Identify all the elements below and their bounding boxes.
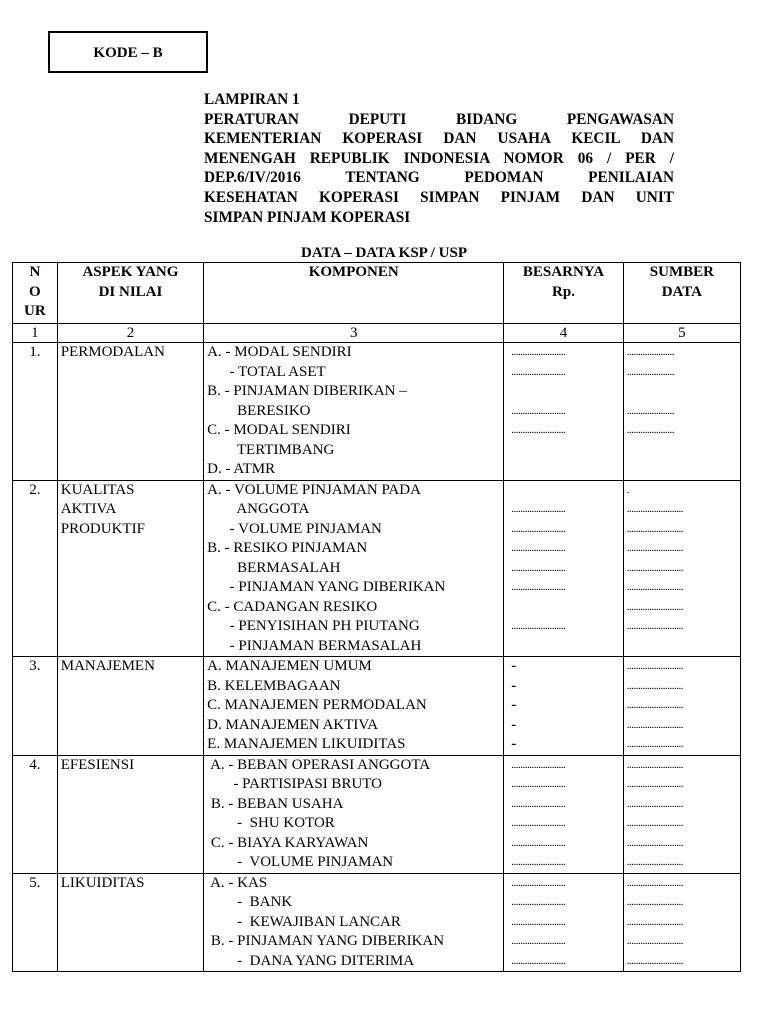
komponen-line: B. - RESIKO PINJAMAN [207,540,368,556]
sumber-entry: ......................... [626,699,683,711]
row-aspek: PERMODALAN [57,343,203,481]
komponen-line: - DANA YANG DITERIMA [207,952,415,969]
besarnya-entry: ........................ [511,935,566,947]
sumber-entry: . [626,483,629,496]
col-number: 1 [13,324,58,343]
komponen-line: D. MANAJEMEN AKTIVA [207,716,379,733]
komponen-line: ANGGOTA [207,501,310,517]
row-sumber [623,873,740,972]
row-sumber [623,755,740,873]
sumber-entry: ......................... [626,758,683,771]
komponen-line: B. - PINJAMAN DIBERIKAN – [207,383,407,399]
kode-box: KODE – B [48,31,208,73]
header-row [13,263,741,324]
sumber-entry: ......................... [626,561,683,574]
komponen-line: E. MANAJEMEN LIKUIDITAS [207,736,406,752]
row-komponen [204,343,504,481]
besarnya-entry: ........................ [511,522,566,535]
sumber-entry: ......................... [626,679,683,692]
komponen-line: - TOTAL ASET [207,363,326,380]
besarnya-entry: ........................ [511,503,566,515]
row-aspek: LIKUIDITAS [57,873,203,972]
besarnya-entry: ........................ [511,896,566,908]
besarnya-entry: ........................ [511,954,566,967]
sumber-entry: ......................... [626,915,683,928]
table-body [13,343,741,972]
sumber-entry: ......................... [626,876,683,889]
besarnya-entry: ........................ [511,758,566,771]
besarnya-entry [507,481,619,501]
sumber-entry: ......................... [626,738,683,750]
header-aspek: ASPEK YANG DI NILAI [57,263,203,324]
besarnya-entry: - [511,697,516,713]
row-besarnya [504,755,623,873]
lampiran-line: KESEHATAN KOPERASI SIMPAN PINJAM DAN UNIT [204,188,674,206]
lampiran-line: PERATURAN DEPUTI BIDANG PENGAWASAN [204,110,674,128]
col-number: 5 [623,324,740,343]
lampiran-line: DEP.6/IV/2016 TENTANG PEDOMAN PENILAIAN [204,169,674,187]
data-table [12,262,741,972]
table-row [13,657,741,756]
row-sumber [623,343,740,481]
komponen-line: A. - BEBAN OPERASI ANGGOTA [207,756,431,773]
besarnya-entry [507,637,619,657]
row-sumber [623,480,740,657]
header-besarnya: BESARNYA Rp. [504,263,623,324]
col-number: 4 [504,324,623,343]
sumber-entry [627,637,737,657]
sumber-entry [627,382,737,402]
besarnya-entry [507,598,619,618]
row-komponen [204,755,504,873]
besarnya-entry: - [511,736,516,752]
komponen-line: C. MANAJEMEN PERMODALAN [207,697,427,713]
lampiran-line: SIMPAN PINJAM KOPERASI [204,208,411,226]
row-number: 5. [13,873,58,972]
lampiran-line: MENENGAH REPUBLIK INDONESIA NOMOR 06 / PER / [204,149,674,167]
table-row [13,755,741,873]
besarnya-entry: ........................ [511,346,566,358]
lampiran-line: KEMENTERIAN KOPERASI DAN USAHA KECIL DAN [204,130,674,148]
sumber-entry: ......................... [626,935,683,947]
header-no: N O UR [13,263,58,324]
besarnya-entry: ........................ [511,817,566,829]
komponen-line: - VOLUME PINJAMAN [207,854,394,870]
besarnya-entry: ........................ [511,404,566,417]
besarnya-entry: ........................ [511,856,566,868]
komponen-line: - BANK [207,894,293,910]
komponen-line: - PENYISIHAN PH PIUTANG [207,618,420,634]
komponen-line: - SHU KOTOR [207,815,335,831]
row-number: 4. [13,755,58,873]
col-number: 2 [57,324,203,343]
komponen-line: - KEWAJIBAN LANCAR [207,913,401,930]
komponen-line: - PARTISIPASI BRUTO [207,776,382,792]
komponen-line: - PINJAMAN YANG DIBERIKAN [207,579,446,595]
besarnya-entry: ........................ [511,620,566,632]
komponen-line: C. - BIAYA KARYAWAN [207,834,369,851]
sumber-entry: ..................... [626,346,674,358]
besarnya-entry: - [511,658,516,674]
besarnya-entry: ........................ [511,581,566,593]
table-row [13,343,741,481]
besarnya-entry: ........................ [511,876,566,889]
sumber-entry: ......................... [626,797,683,810]
komponen-line: A. - VOLUME PINJAMAN PADA [207,481,421,498]
row-number: 1. [13,343,58,481]
row-besarnya [504,657,623,756]
besarnya-entry [507,460,619,480]
row-aspek: EFESIENSI [57,755,203,873]
sumber-entry: ......................... [626,817,683,829]
table-row [13,480,741,657]
sumber-entry: ..................... [626,424,674,436]
table-row [13,873,741,972]
row-aspek: KUALITAS AKTIVA PRODUKTIF [57,480,203,657]
column-number-row [13,324,741,343]
komponen-line: B. - BEBAN USAHA [207,795,344,812]
sumber-entry: ..................... [626,365,674,378]
komponen-line: A. - MODAL SENDIRI [207,344,352,360]
komponen-line: A. - KAS [207,874,268,891]
sumber-entry: ......................... [626,954,683,967]
row-komponen [204,480,504,657]
row-besarnya [504,873,623,972]
row-number: 2. [13,480,58,657]
besarnya-entry: ........................ [511,778,566,790]
col-number: 3 [204,324,504,343]
besarnya-entry: - [511,716,516,733]
besarnya-entry: - [511,677,516,694]
header-sumber: SUMBER DATA [623,263,740,324]
sumber-entry: ......................... [626,620,683,632]
sumber-entry: ......................... [626,856,683,868]
sumber-entry: ......................... [626,503,683,515]
komponen-line: C. - MODAL SENDIRI [207,422,351,438]
komponen-line: - VOLUME PINJAMAN [207,520,382,537]
besarnya-entry: ........................ [511,424,566,436]
sumber-entry: ......................... [626,660,683,672]
row-komponen [204,657,504,756]
row-besarnya [504,480,623,657]
row-aspek: MANAJEMEN [57,657,203,756]
besarnya-entry: ........................ [511,542,566,554]
sumber-entry [627,460,737,480]
row-sumber [623,657,740,756]
row-number: 3. [13,657,58,756]
komponen-line: - PINJAMAN BERMASALAH [207,637,422,654]
sumber-entry: ......................... [626,600,683,613]
besarnya-entry: ........................ [511,836,566,849]
sumber-entry: ......................... [626,896,683,908]
table-title: DATA – DATA KSP / USP [301,245,467,261]
row-komponen [204,873,504,972]
besarnya-entry: ........................ [511,365,566,378]
besarnya-entry: ........................ [511,915,566,928]
komponen-line: B. - PINJAMAN YANG DIBERIKAN [207,933,445,949]
row-besarnya [504,343,623,481]
sumber-entry: ......................... [626,542,683,554]
komponen-line: A. MANAJEMEN UMUM [207,658,372,674]
sumber-entry: ......................... [626,522,683,535]
besarnya-entry [507,441,619,461]
header-komponen: KOMPONEN [204,263,504,324]
besarnya-entry [507,382,619,402]
komponen-line: TERTIMBANG [207,441,335,458]
komponen-line: BERMASALAH [207,559,341,576]
lampiran-title: LAMPIRAN 1 [204,91,300,108]
lampiran-header [204,90,674,227]
sumber-entry: ......................... [626,836,683,849]
komponen-line: BERESIKO [207,402,311,419]
besarnya-entry: ........................ [511,797,566,810]
sumber-entry: ......................... [626,718,683,731]
komponen-line: B. KELEMBAGAAN [207,677,341,694]
sumber-entry: ......................... [626,581,683,593]
sumber-entry [627,441,737,461]
besarnya-entry: ........................ [511,561,566,574]
komponen-line: D. - ATMR [207,461,276,477]
sumber-entry: ......................... [626,778,683,790]
komponen-line: C. - CADANGAN RESIKO [207,598,378,615]
sumber-entry: ..................... [626,404,674,417]
